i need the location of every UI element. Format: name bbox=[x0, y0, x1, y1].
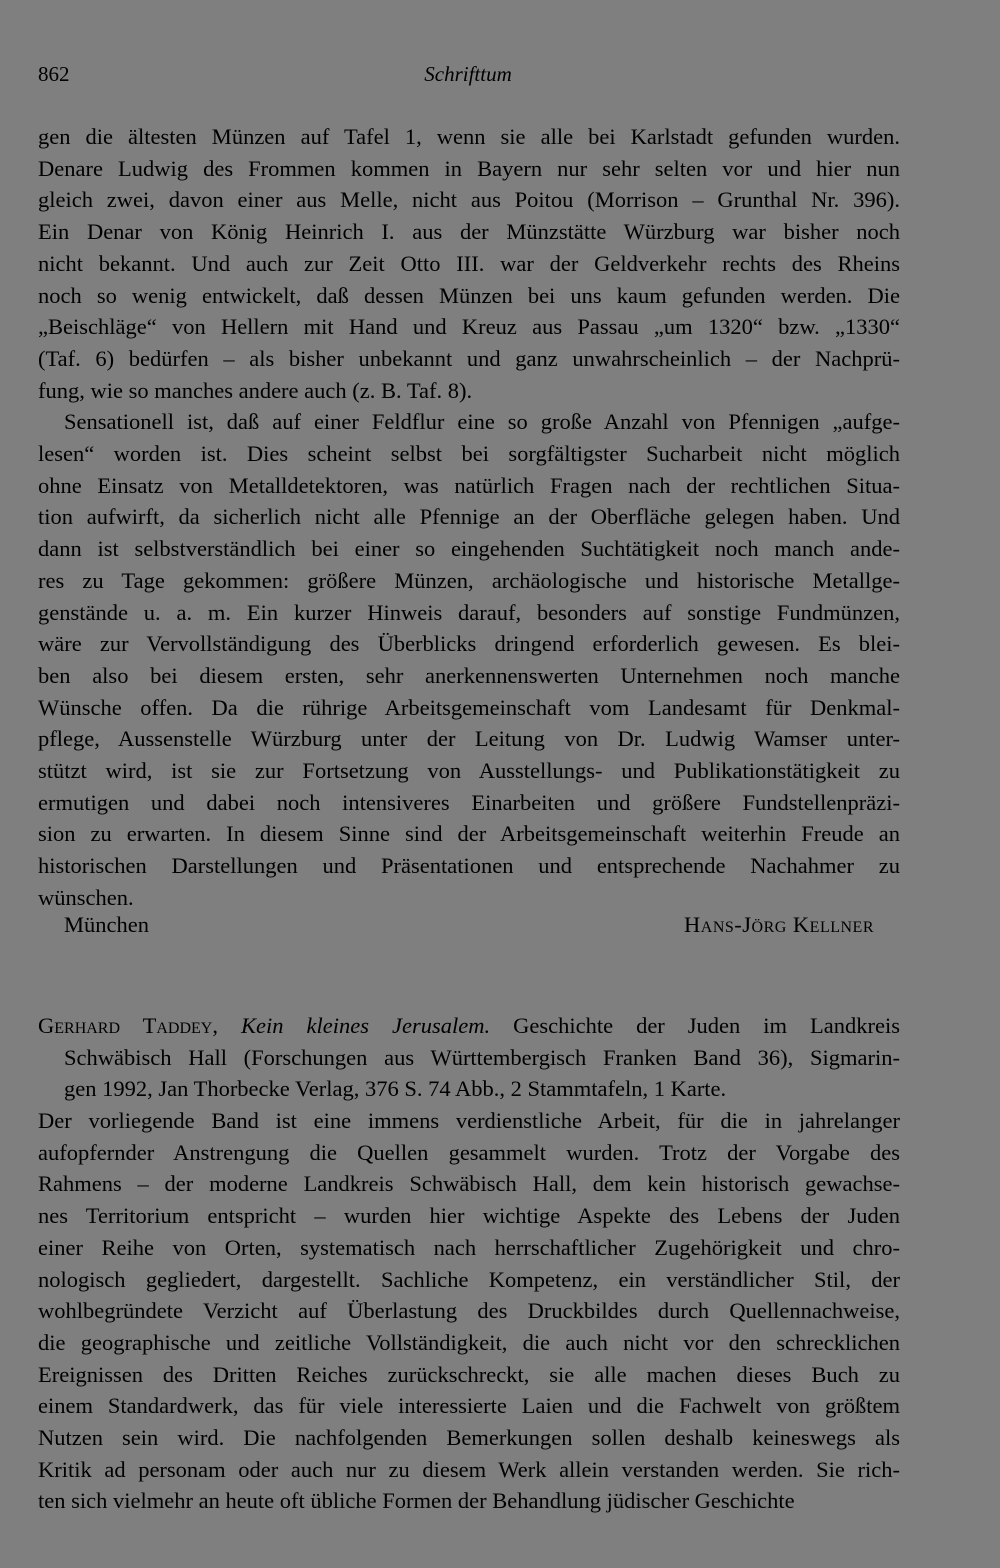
text-line: ben also bei diesem ersten, sehr anerkennenswerten Unternehmen noch manche bbox=[38, 662, 900, 688]
text-line: lesen“ worden ist. Dies scheint selbst bei sorgfältigster Sucharbeit nicht möglich bbox=[38, 441, 900, 467]
text-line: ohne Einsatz von Metalldetektoren, was natürlich Fragen nach der rechtlichen Situa- bbox=[38, 472, 900, 498]
text-line: Rahmens – der moderne Landkreis Schwäbisch Hall, dem kein historisch gewachse- bbox=[38, 1171, 900, 1197]
text-line: stützt wird, ist sie zur Fortsetzung von Ausstellungs- und Publikationstätigkeit zu bbox=[38, 758, 900, 784]
citation-title: Kein kleines Jerusalem. bbox=[241, 1013, 491, 1038]
text-line: Wünsche offen. Da die rührige Arbeitsgemeinschaft vom Landesamt für Denkmal- bbox=[38, 694, 900, 720]
text-line: historischen Darstellungen und Präsentationen und entsprechende Nachahmer zu bbox=[38, 853, 900, 879]
text-line: wäre zur Vervollständigung des Überblicks dringend erforderlich gewesen. Es blei- bbox=[38, 631, 900, 657]
review-2-body bbox=[38, 1105, 900, 1517]
text-line: res zu Tage gekommen: größere Münzen, archäologische und historische Metallge- bbox=[38, 567, 900, 593]
signature-author: Hans-Jörg Kellner bbox=[684, 912, 874, 937]
text-line: gen die ältesten Münzen auf Tafel 1, wenn sie alle bei Karlstadt gefunden wurden. bbox=[38, 124, 900, 149]
text-line: fung, wie so manches andere auch (z. B. Taf. 8). bbox=[38, 377, 473, 403]
signature-place: München bbox=[64, 912, 149, 937]
text-line: Kritik ad personam oder auch nur zu diesem Werk allein verstanden werden. Sie rich- bbox=[38, 1456, 900, 1482]
text-line: pflege, Aussenstelle Würzburg unter der Leitung von Dr. Ludwig Wamser unter- bbox=[38, 726, 900, 752]
text-line: die geographische und zeitliche Vollständigkeit, die auch nicht vor den schrecklichen bbox=[38, 1329, 900, 1355]
citation-subtitle: Geschichte der Juden im Landkreis bbox=[513, 1013, 901, 1038]
page-header bbox=[38, 62, 898, 92]
text-line: genstände u. a. m. Ein kurzer Hinweis darauf, besonders auf sonstige Fundmünzen, bbox=[38, 599, 900, 625]
citation-line-1 bbox=[38, 1010, 900, 1042]
text-line: Der vorliegende Band ist eine immens verdienstliche Arbeit, für die in jahrelanger bbox=[38, 1108, 900, 1133]
text-line: ermutigen und dabei noch intensiveres Einarbeiten und größere Fundstellenpräzi- bbox=[38, 789, 900, 815]
citation-line-2: Schwäbisch Hall (Forschungen aus Württembergisch Franken Band 36), Sigmarin- bbox=[64, 1044, 900, 1070]
text-line: wohlbegründete Verzicht auf Überlastung des Druckbildes durch Quellennachweise, bbox=[38, 1298, 900, 1324]
review-1-body bbox=[38, 121, 900, 914]
text-line: dann ist selbstverständlich bei einer so eingehenden Suchtätigkeit noch manch ande- bbox=[38, 536, 900, 562]
text-line: (Taf. 6) bedürfen – als bisher unbekannt und ganz unwahrscheinlich – der Nachprü- bbox=[38, 345, 900, 371]
text-line: einem Standardwerk, das für viele interessierte Laien und die Fachwelt von größtem bbox=[38, 1393, 900, 1419]
text-line: gleich zwei, davon einer aus Melle, nicht aus Poitou (Morrison – Grunthal Nr. 396). bbox=[38, 187, 900, 213]
text-line: nicht bekannt. Und auch zur Zeit Otto III. war der Geldverkehr rechts des Rheins bbox=[38, 250, 900, 276]
book-citation bbox=[38, 1010, 900, 1105]
page-number: 862 bbox=[38, 62, 70, 86]
text-line: aufopfernder Anstrengung die Quellen gesammelt wurden. Trotz der Vorgabe des bbox=[38, 1139, 900, 1165]
text-line: ten sich vielmehr an heute oft übliche Formen der Behandlung jüdischer Geschichte bbox=[38, 1488, 795, 1514]
text-line: Ereignissen des Dritten Reiches zurückschreckt, sie alle machen dieses Buch zu bbox=[38, 1361, 900, 1387]
text-line: tion aufwirft, da sicherlich nicht alle Pfennige an der Oberfläche gelegen haben. Und bbox=[38, 504, 900, 530]
text-line: einer Reihe von Orten, systematisch nach herrschaftlicher Zugehörigkeit und chro- bbox=[38, 1234, 900, 1260]
text-line: nologisch gegliedert, dargestellt. Sachliche Kompetenz, ein verständlicher Stil, der bbox=[38, 1266, 900, 1292]
citation-line-3: gen 1992, Jan Thorbecke Verlag, 376 S. 74 Abb., 2 Stammtafeln, 1 Karte. bbox=[64, 1076, 727, 1102]
text-line: nes Territorium entspricht – wurden hier wichtige Aspekte des Lebens der Juden bbox=[38, 1203, 900, 1229]
text-line: noch so wenig entwickelt, daß dessen Münzen bei uns kaum gefunden werden. Die bbox=[38, 282, 900, 308]
running-title: Schrifttum bbox=[424, 62, 512, 86]
citation-author: Gerhard Taddey, bbox=[38, 1013, 218, 1038]
text-line: Ein Denar von König Heinrich I. aus der Münzstätte Würzburg war bisher noch bbox=[38, 219, 900, 245]
text-line: Nutzen sein wird. Die nachfolgenden Bemerkungen sollen deshalb keineswegs als bbox=[38, 1425, 900, 1451]
text-line: Sensationell ist, daß auf einer Feldflur eine so große Anzahl von Pfennigen „aufge- bbox=[64, 409, 900, 435]
text-line: wünschen. bbox=[38, 884, 134, 910]
text-line: sion zu erwarten. In diesem Sinne sind der Arbeitsgemeinschaft weiterhin Freude an bbox=[38, 821, 900, 847]
text-line: Denare Ludwig des Frommen kommen in Bayern nur sehr selten vor und hier nun bbox=[38, 155, 900, 181]
text-line: „Beischläge“ von Hellern mit Hand und Kreuz aus Passau „um 1320“ bzw. „1330“ bbox=[38, 314, 900, 340]
